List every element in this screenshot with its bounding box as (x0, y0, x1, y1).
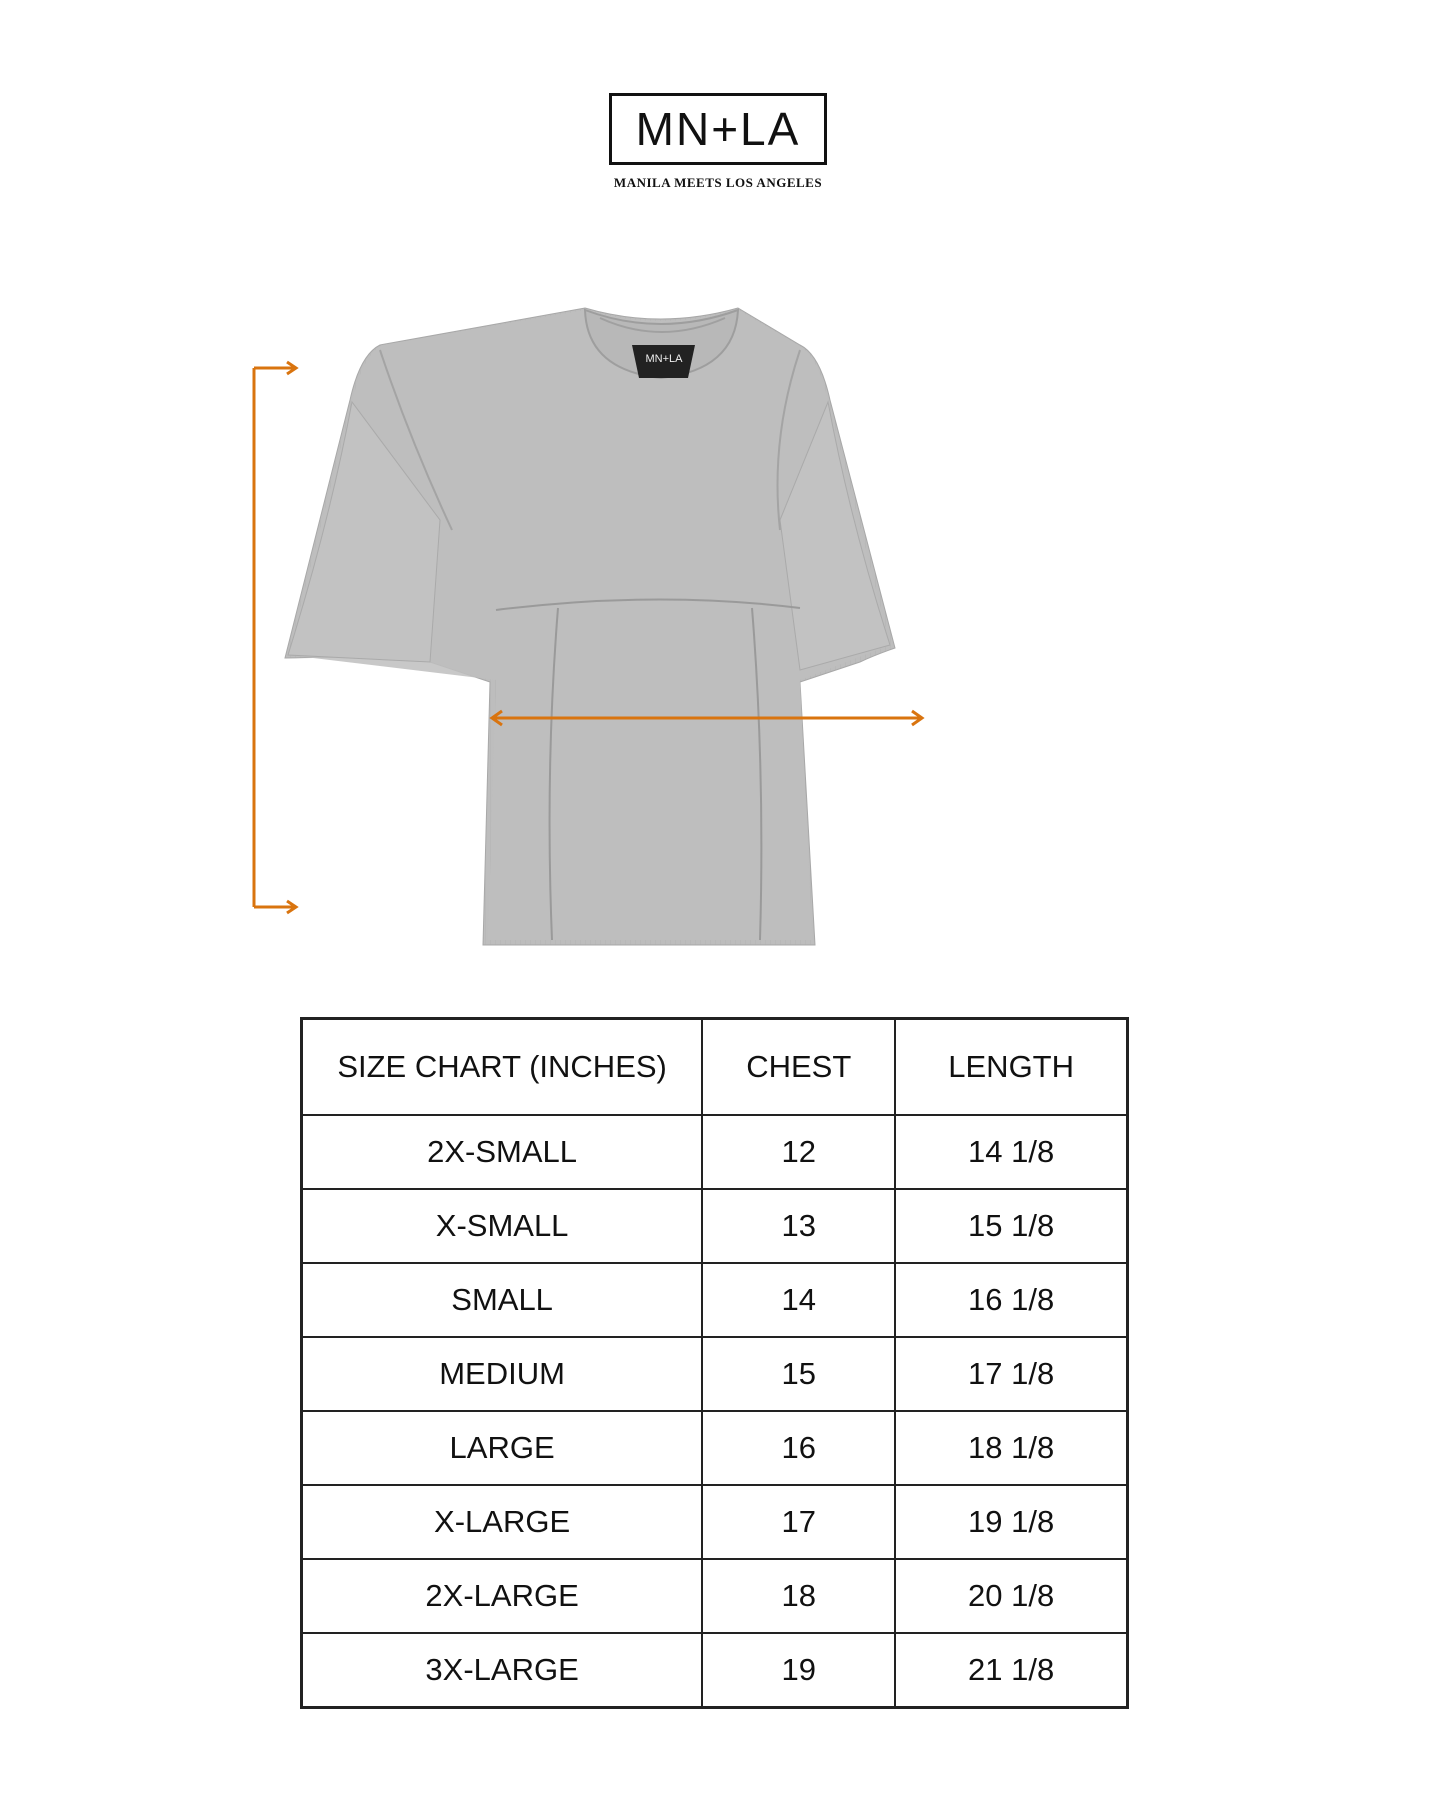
table-row (302, 1189, 1128, 1263)
size-cell: SMALL (302, 1263, 703, 1337)
size-chart-table (300, 1017, 1129, 1709)
chest-cell: 16 (702, 1411, 895, 1485)
table-row (302, 1115, 1128, 1189)
brand-logo (598, 93, 838, 191)
neck-label-text: MN+LA (645, 353, 683, 365)
chest-cell: 19 (702, 1633, 895, 1708)
length-cell: 15 1/8 (895, 1189, 1127, 1263)
size-cell: 2X-LARGE (302, 1559, 703, 1633)
chest-cell: 18 (702, 1559, 895, 1633)
table-row (302, 1633, 1128, 1708)
header-length: LENGTH (895, 1019, 1127, 1116)
length-cell: 17 1/8 (895, 1337, 1127, 1411)
size-cell: MEDIUM (302, 1337, 703, 1411)
table-row (302, 1411, 1128, 1485)
table-row (302, 1263, 1128, 1337)
size-cell: 3X-LARGE (302, 1633, 703, 1708)
chest-cell: 17 (702, 1485, 895, 1559)
length-cell: 14 1/8 (895, 1115, 1127, 1189)
chest-cell: 13 (702, 1189, 895, 1263)
header-size: SIZE CHART (INCHES) (302, 1019, 703, 1116)
table-row (302, 1485, 1128, 1559)
size-cell: 2X-SMALL (302, 1115, 703, 1189)
length-cell: 18 1/8 (895, 1411, 1127, 1485)
chest-cell: 15 (702, 1337, 895, 1411)
size-cell: X-SMALL (302, 1189, 703, 1263)
logo-tagline: MANILA MEETS LOS ANGELES (613, 175, 823, 190)
chest-cell: 12 (702, 1115, 895, 1189)
length-cell: 21 1/8 (895, 1633, 1127, 1708)
garment-illustration (240, 290, 980, 950)
chest-cell: 14 (702, 1263, 895, 1337)
table-row (302, 1337, 1128, 1411)
header-chest: CHEST (702, 1019, 895, 1116)
length-cell: 16 1/8 (895, 1263, 1127, 1337)
logo-mark: MN+LA (609, 93, 827, 165)
size-cell: LARGE (302, 1411, 703, 1485)
size-cell: X-LARGE (302, 1485, 703, 1559)
table-row (302, 1559, 1128, 1633)
length-cell: 20 1/8 (895, 1559, 1127, 1633)
table-header-row (302, 1019, 1128, 1116)
length-cell: 19 1/8 (895, 1485, 1127, 1559)
